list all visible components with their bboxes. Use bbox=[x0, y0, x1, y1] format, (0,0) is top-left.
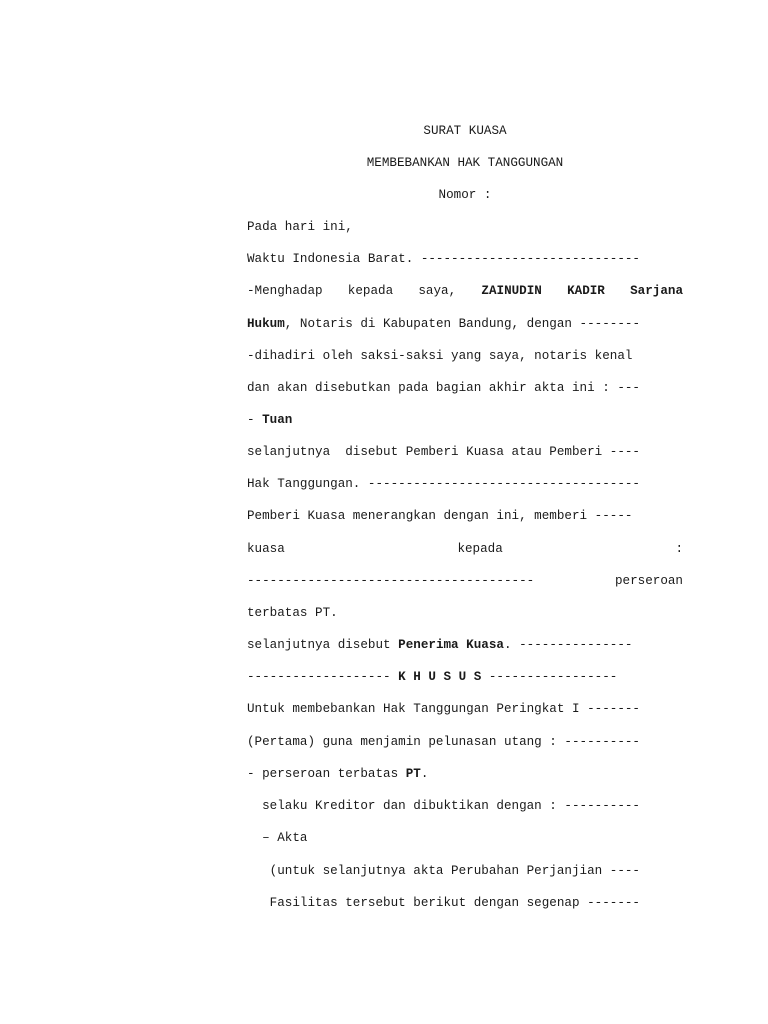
text-line-4 bbox=[247, 315, 683, 333]
text-line-7 bbox=[247, 411, 683, 429]
text-line-6: dan akan disebutkan pada bagian akhir akta ini : --- bbox=[247, 381, 640, 395]
text-segment: . --------------- bbox=[503, 638, 633, 652]
document-title: SURAT KUASA bbox=[423, 124, 507, 138]
notary-title-part: Sarjana bbox=[630, 284, 683, 298]
document-subtitle: MEMBEBANKAN HAK TANGGUNGAN bbox=[366, 156, 564, 170]
dash-filler: -------------------------------------- bbox=[247, 574, 535, 588]
text-line-20: – Akta bbox=[247, 831, 308, 845]
text-line-10: Pemberi Kuasa menerangkan dengan ini, memberi ----- bbox=[247, 509, 633, 523]
notary-name-part: KADIR bbox=[567, 284, 605, 298]
word: -Menghadap bbox=[247, 284, 323, 298]
text-line-8: selanjutnya disebut Pemberi Kuasa atau Pemberi ---- bbox=[247, 445, 640, 459]
grantor-label: Tuan bbox=[262, 413, 293, 427]
section-heading-khusus: K H U S U S bbox=[398, 670, 482, 684]
text-segment: . bbox=[420, 767, 429, 781]
word: : bbox=[675, 542, 683, 556]
attorney-label: Penerima Kuasa bbox=[398, 638, 504, 652]
text-line-22: Fasilitas tersebut berikut dengan segenap ------- bbox=[247, 896, 640, 910]
text-line-15 bbox=[247, 668, 683, 686]
company-abbrev: PT bbox=[405, 767, 421, 781]
text-segment: selanjutnya disebut bbox=[247, 638, 399, 652]
text-line-16: Untuk membebankan Hak Tanggungan Peringkat I ------- bbox=[247, 702, 640, 716]
text-line-18 bbox=[247, 765, 683, 783]
text-segment: , Notaris di Kabupaten Bandung, dengan -------- bbox=[284, 317, 640, 331]
word: perseroan bbox=[614, 574, 683, 588]
text-line-13: terbatas PT. bbox=[247, 606, 338, 620]
text-line-5: -dihadiri oleh saksi-saksi yang saya, notaris kenal bbox=[247, 349, 633, 363]
text-segment: ------------------- bbox=[247, 670, 399, 684]
text-segment: ----------------- bbox=[481, 670, 618, 684]
text-line-11 bbox=[247, 540, 683, 558]
text-line-2: Waktu Indonesia Barat. ----------------------------- bbox=[247, 252, 640, 266]
text-line-17: (Pertama) guna menjamin pelunasan utang : ---------- bbox=[247, 735, 640, 749]
text-line-12 bbox=[247, 572, 683, 590]
document-number-label: Nomor : bbox=[438, 188, 492, 202]
word: saya, bbox=[418, 284, 457, 298]
text-line-9: Hak Tanggungan. ------------------------------------ bbox=[247, 477, 640, 491]
text-line-1: Pada hari ini, bbox=[247, 220, 353, 234]
text-line-3 bbox=[247, 282, 683, 300]
text-line-21: (untuk selanjutnya akta Perubahan Perjanjian ---- bbox=[247, 864, 640, 878]
word: kepada bbox=[347, 284, 394, 298]
notary-name-part: ZAINUDIN bbox=[481, 284, 542, 298]
word: kepada bbox=[457, 542, 503, 556]
text-line-14 bbox=[247, 636, 683, 654]
text-line-19: selaku Kreditor dan dibuktikan dengan : ---------- bbox=[247, 799, 640, 813]
notary-title-part: Hukum bbox=[247, 317, 285, 331]
text-segment: - bbox=[247, 413, 263, 427]
word: kuasa bbox=[247, 542, 285, 556]
text-segment: - perseroan terbatas bbox=[247, 767, 406, 781]
